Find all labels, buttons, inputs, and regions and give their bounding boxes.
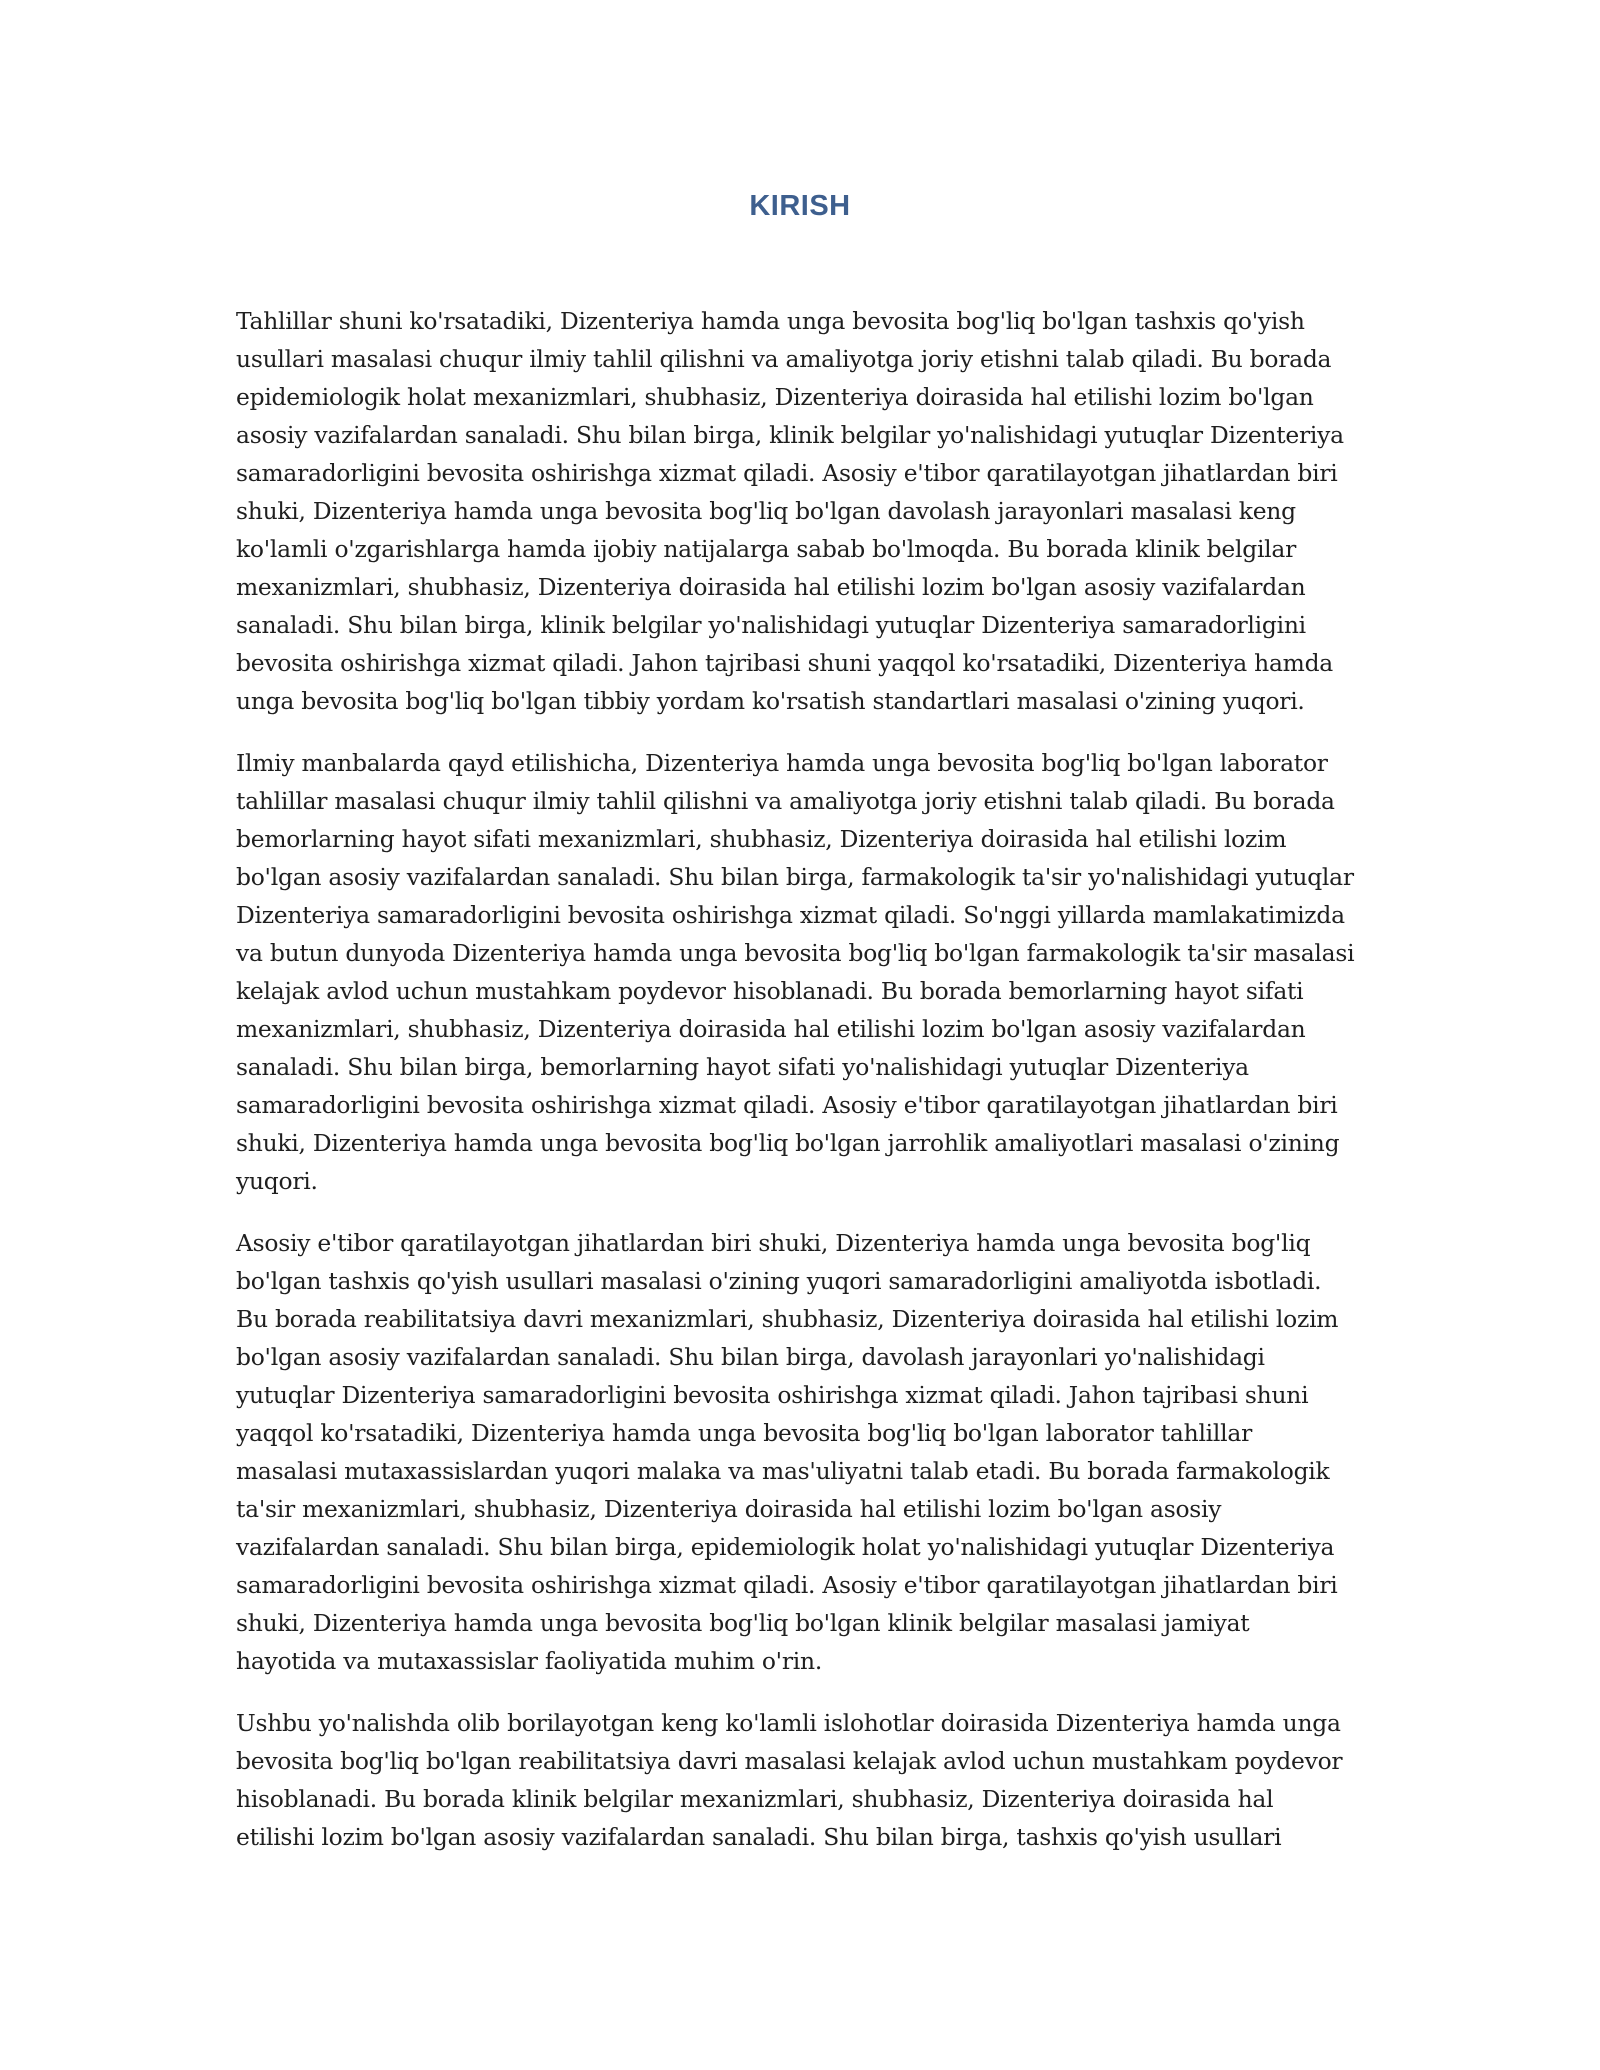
text-line: shuki, Dizenteriya hamda unga bevosita bog'liq bo'lgan jarrohlik amaliyotlari masalasi o'zining bbox=[236, 1129, 1340, 1157]
text-line: mexanizmlari, shubhasiz, Dizenteriya doirasida hal etilishi lozim bo'lgan asosiy vazifalardan bbox=[236, 573, 1306, 601]
text-line: mexanizmlari, shubhasiz, Dizenteriya doirasida hal etilishi lozim bo'lgan asosiy vazifalardan bbox=[236, 1015, 1306, 1043]
text-line: Asosiy e'tibor qaratilayotgan jihatlardan biri shuki, Dizenteriya hamda unga bevosita bog'liq bbox=[236, 1229, 1311, 1257]
text-line: bevosita bog'liq bo'lgan reabilitatsiya davri masalasi kelajak avlod uchun mustahkam poydevor bbox=[236, 1747, 1343, 1775]
text-line: sanaladi. Shu bilan birga, klinik belgilar yo'nalishidagi yutuqlar Dizenteriya samaradorligini bbox=[236, 611, 1306, 639]
text-line: bemorlarning hayot sifati mexanizmlari, shubhasiz, Dizenteriya doirasida hal etilishi lozim bbox=[236, 825, 1287, 853]
text-line: hayotida va mutaxassislar faoliyatida muhim o'rin. bbox=[236, 1647, 823, 1675]
text-line: va butun dunyoda Dizenteriya hamda unga bevosita bog'liq bo'lgan farmakologik ta'sir masalasi bbox=[236, 939, 1355, 967]
text-line: yaqqol ko'rsatadiki, Dizenteriya hamda unga bevosita bog'liq bo'lgan laborator tahlillar bbox=[236, 1419, 1252, 1447]
paragraph-4 bbox=[236, 1704, 1370, 1856]
text-line: masalasi mutaxassislardan yuqori malaka va mas'uliyatni talab etadi. Bu borada farmakologik bbox=[236, 1457, 1330, 1485]
text-line: ko'lamli o'zgarishlarga hamda ijobiy natijalarga sabab bo'lmoqda. Bu borada klinik belgilar bbox=[236, 535, 1297, 563]
paragraph-2 bbox=[236, 744, 1370, 1200]
text-line: bo'lgan asosiy vazifalardan sanaladi. Shu bilan birga, davolash jarayonlari yo'nalishidagi bbox=[236, 1343, 1265, 1371]
paragraph-1 bbox=[236, 302, 1370, 720]
text-line: asosiy vazifalardan sanaladi. Shu bilan birga, klinik belgilar yo'nalishidagi yutuqlar Dizenteriya bbox=[236, 421, 1344, 449]
text-line: samaradorligini bevosita oshirishga xizmat qiladi. Asosiy e'tibor qaratilayotgan jihatlardan biri bbox=[236, 1091, 1338, 1119]
text-line: hisoblanadi. Bu borada klinik belgilar mexanizmlari, shubhasiz, Dizenteriya doirasida hal bbox=[236, 1785, 1274, 1813]
text-line: shuki, Dizenteriya hamda unga bevosita bog'liq bo'lgan davolash jarayonlari masalasi keng bbox=[236, 497, 1296, 525]
text-line: Tahlillar shuni ko'rsatadiki, Dizenteriya hamda unga bevosita bog'liq bo'lgan tashxis qo'yish bbox=[236, 307, 1305, 335]
text-line: bo'lgan tashxis qo'yish usullari masalasi o'zining yuqori samaradorligini amaliyotda isbotladi. bbox=[236, 1267, 1322, 1295]
text-line: usullari masalasi chuqur ilmiy tahlil qilishni va amaliyotga joriy etishni talab qiladi. Bu borada bbox=[236, 345, 1332, 373]
text-line: shuki, Dizenteriya hamda unga bevosita bog'liq bo'lgan klinik belgilar masalasi jamiyat bbox=[236, 1609, 1250, 1637]
text-line: tahlillar masalasi chuqur ilmiy tahlil qilishni va amaliyotga joriy etishni talab qiladi. Bu borada bbox=[236, 787, 1335, 815]
text-line: yutuqlar Dizenteriya samaradorligini bevosita oshirishga xizmat qiladi. Jahon tajribasi shuni bbox=[236, 1381, 1309, 1409]
text-line: Bu borada reabilitatsiya davri mexanizmlari, shubhasiz, Dizenteriya doirasida hal etilishi lozim bbox=[236, 1305, 1339, 1333]
body-text bbox=[236, 302, 1370, 1880]
text-line: Dizenteriya samaradorligini bevosita oshirishga xizmat qiladi. So'nggi yillarda mamlakatimizda bbox=[236, 901, 1345, 929]
text-line: yuqori. bbox=[236, 1167, 318, 1195]
text-line: sanaladi. Shu bilan birga, bemorlarning hayot sifati yo'nalishidagi yutuqlar Dizenteriya bbox=[236, 1053, 1249, 1081]
text-line: bevosita oshirishga xizmat qiladi. Jahon tajribasi shuni yaqqol ko'rsatadiki, Dizenteriya hamda bbox=[236, 649, 1334, 677]
page-title: KIRISH bbox=[749, 190, 851, 222]
text-line: kelajak avlod uchun mustahkam poydevor hisoblanadi. Bu borada bemorlarning hayot sifati bbox=[236, 977, 1304, 1005]
text-line: Ilmiy manbalarda qayd etilishicha, Dizenteriya hamda unga bevosita bog'liq bo'lgan laborator bbox=[236, 749, 1328, 777]
text-line: samaradorligini bevosita oshirishga xizmat qiladi. Asosiy e'tibor qaratilayotgan jihatlardan biri bbox=[236, 459, 1338, 487]
text-line: Ushbu yo'nalishda olib borilayotgan keng ko'lamli islohotlar doirasida Dizenteriya hamda unga bbox=[236, 1709, 1341, 1737]
text-line: vazifalardan sanaladi. Shu bilan birga, epidemiologik holat yo'nalishidagi yutuqlar Dizenteriya bbox=[236, 1533, 1335, 1561]
text-line: epidemiologik holat mexanizmlari, shubhasiz, Dizenteriya doirasida hal etilishi lozim bo'lgan bbox=[236, 383, 1314, 411]
text-line: unga bevosita bog'liq bo'lgan tibbiy yordam ko'rsatish standartlari masalasi o'zining yuqori. bbox=[236, 687, 1305, 715]
paragraph-3 bbox=[236, 1224, 1370, 1680]
text-line: etilishi lozim bo'lgan asosiy vazifalardan sanaladi. Shu bilan birga, tashxis qo'yish usullari bbox=[236, 1823, 1282, 1851]
text-line: samaradorligini bevosita oshirishga xizmat qiladi. Asosiy e'tibor qaratilayotgan jihatlardan biri bbox=[236, 1571, 1338, 1599]
text-line: bo'lgan asosiy vazifalardan sanaladi. Shu bilan birga, farmakologik ta'sir yo'nalishidagi yutuqlar bbox=[236, 863, 1354, 891]
text-line: ta'sir mexanizmlari, shubhasiz, Dizenteriya doirasida hal etilishi lozim bo'lgan asosiy bbox=[236, 1495, 1222, 1523]
